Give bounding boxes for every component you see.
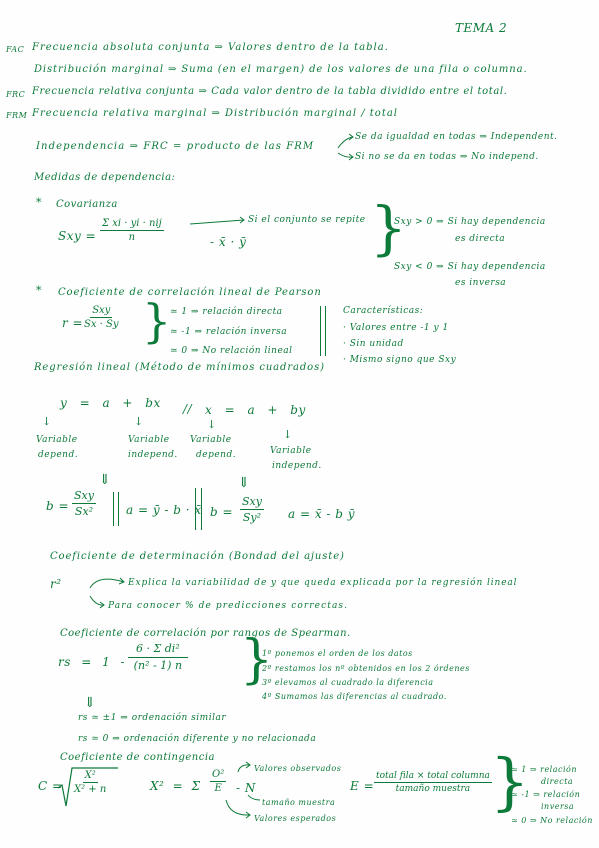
covariance-note: Si el conjunto se repite [248,215,366,225]
expected-lhs: E = [350,779,375,793]
slope2-numerator: Sxy [242,495,262,508]
label-y-var-2: depend. [38,450,79,460]
sample-size-label: tamaño muestra [262,798,336,807]
label-y2-var: Variable [270,446,312,456]
regression-eq-x: x = a + by [205,403,306,417]
right-brace-icon: } [370,194,407,262]
contingency-inverse-2: inversa [541,802,575,811]
contingency-direct: ≃ 1 ⇒ relación [511,765,578,774]
slope2-lhs: b = [210,505,234,519]
pearson-characteristic-2: · Sin unidad [343,339,404,349]
covariance-numerator: Σ xi · yi · nij [102,218,162,229]
bullet-icon: * [36,284,42,297]
intercept-y: a = ȳ - b · x̄ [126,503,202,517]
fac-tag: FAC [6,45,25,54]
double-arrow-down-icon: ⇓ [99,472,111,488]
spearman-step-4: 4º Sumamos las diferencias al cuadrado. [262,692,447,701]
frc-definition: Frecuencia relativa conjunta ⇒ Cada valor dentro de la tabla dividido entre el total. [32,86,508,97]
label-x2-var: Variable [190,435,232,445]
spearman-result-similar: rs ≃ ±1 ⇒ ordenación similar [78,713,227,723]
page-title: TEMA 2 [455,21,508,35]
independence-no: Si no se da en todas ⇒ No independ. [355,152,539,162]
contingency-denominator: X² + n [74,784,107,795]
pearson-characteristics-title: Características: [343,306,424,316]
expected-values: Valores esperados [254,814,337,823]
regression-title: Regresión lineal (Método de mínimos cuadrados) [34,362,325,373]
regression-separator: // [183,402,193,416]
label-y2-var-2: independ. [272,461,322,471]
spearman-title: Coeficiente de correlación por rangos de Spearman. [60,628,351,639]
right-brace-icon: } [240,630,274,690]
chi-square-denominator: E [214,783,222,794]
contingency-inverse: ≃ -1 ⇒ relación [511,790,581,799]
spearman-lhs: rs = 1 - [58,655,126,669]
label-x-var: Variable [128,435,170,445]
observed-values: Valores observados [254,764,342,773]
fac-definition: Frecuencia absoluta conjunta ⇒ Valores dentro de la tabla. [32,42,389,53]
pearson-none: ≃ 0 ⇒ No relación lineal [170,346,293,356]
measures-title: Medidas de dependencia: [34,172,176,183]
covariance-positive-2: es directa [455,234,506,244]
arrow-down-icon: ↓ [134,415,144,428]
arrow-down-icon: ↓ [283,428,293,441]
slope-numerator: Sxy [74,489,94,502]
covariance-lhs: Sxy = [58,229,97,243]
chi-square-numerator: O² [212,769,225,780]
spearman-step-3: 3º elevamos al cuadrado la diferencia [262,678,434,687]
contingency-lhs: C = [38,779,63,793]
covariance-mean-term: - x̄ · ȳ [210,235,247,249]
contingency-direct-2: directa [541,777,574,786]
contingency-numerator: X² [84,770,96,781]
contingency-title: Coeficiente de contingencia [60,752,215,763]
regression-eq-y: y = a + bx [60,396,161,410]
determination-explain: Explica la variabilidad de y que queda explicada por la regresión lineal [128,578,518,588]
intercept-x: a = x̄ - b ȳ [288,507,356,521]
expected-denominator: tamaño muestra [395,784,471,794]
label-x-var-2: independ. [128,450,178,460]
right-brace-icon: } [142,294,172,348]
spearman-denominator: (n² - 1) n [133,659,183,672]
covariance-title: Covarianza [56,199,118,210]
frc-tag: FRC [6,90,26,99]
pearson-numerator: Sxy [92,305,111,316]
marginal-distribution-definition: Distribución marginal ⇒ Suma (en el margen) de los valores de una fila o columna. [34,64,528,75]
pearson-characteristic-1: · Valores entre -1 y 1 [343,323,449,333]
contingency-none: ≃ 0 ⇒ No relación [511,816,593,825]
double-arrow-down-icon: ⇓ [238,475,250,491]
spearman-result-different: rs ≃ 0 ⇒ ordenación diferente y no relacionada [78,734,317,744]
determination-percent: Para conocer % de predicciones correctas. [108,601,349,611]
slope2-denominator: Sy² [242,511,262,524]
frm-definition: Frecuencia relativa marginal ⇒ Distribución marginal / total [32,108,398,119]
pearson-inverse: ≃ -1 ⇒ relación inversa [170,327,288,337]
slope-lhs: b = [46,499,70,513]
double-arrow-down-icon: ⇓ [84,695,96,711]
arrow-down-icon: ↓ [207,418,217,431]
spearman-step-1: 1º ponemos el orden de los datos [262,649,413,658]
pearson-title: Coeficiente de correlación lineal de Pearson [58,287,322,298]
slope-denominator: Sx² [74,505,94,518]
bullet-icon: * [36,196,42,209]
pearson-direct: ≃ 1 ⇒ relación directa [170,307,283,317]
label-y-var: Variable [36,435,78,445]
expected-numerator: total fila × total columna [376,771,490,781]
covariance-negative: Sxy < 0 ⇒ Si hay dependencia [394,262,546,272]
chi-square-minus-n: - N [236,781,256,795]
frm-tag: FRM [6,111,28,120]
pearson-lhs: r = [62,316,84,330]
pearson-characteristic-3: · Mismo signo que Sxy [343,355,457,365]
determination-r2: r² [50,577,62,591]
covariance-denominator: n [128,232,136,243]
spearman-numerator: 6 · Σ di² [128,642,188,658]
covariance-positive: Sxy > 0 ⇒ Si hay dependencia [394,217,546,227]
label-x2-var-2: depend. [196,450,237,460]
spearman-step-2: 2º restamos los nº obtenidos en los 2 órdenes [262,664,470,673]
right-brace-icon: } [490,745,530,818]
determination-title: Coeficiente de determinación (Bondad del ajuste) [50,551,345,562]
chi-square-lhs: X² = Σ [150,779,201,793]
independence-rule: Independencia ⇒ FRC = producto de las FRM [36,141,315,152]
pearson-denominator: Sx · Sy [84,319,119,330]
independence-yes: Se da igualdad en todas ⇒ Independent. [355,132,558,142]
covariance-negative-2: es inversa [455,278,507,288]
arrow-down-icon: ↓ [42,415,52,428]
